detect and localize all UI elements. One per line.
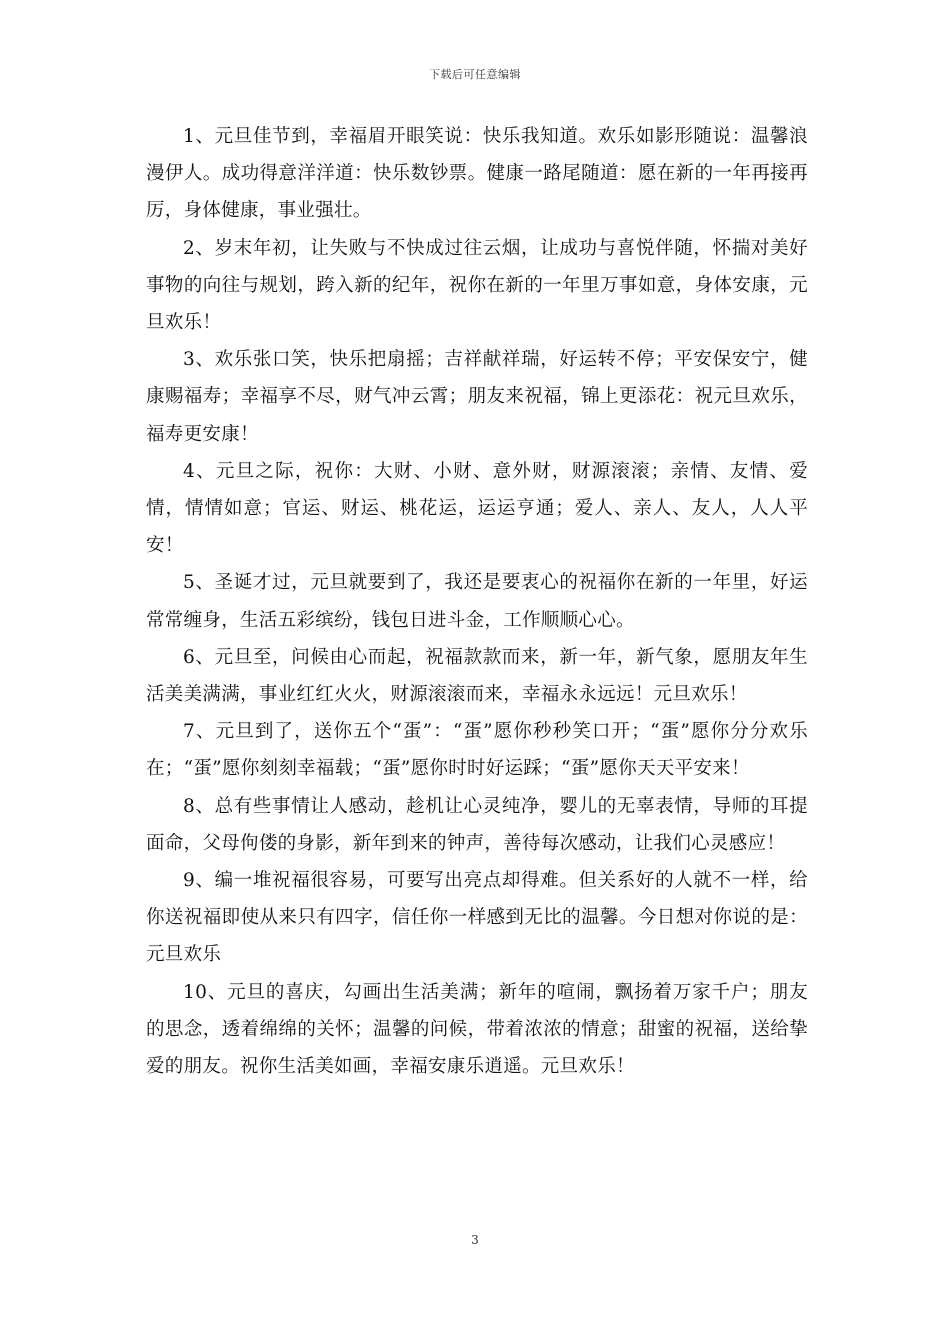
paragraph-2: 2、岁末年初，让失败与不快成过往云烟，让成功与喜悦伴随，怀揣对美好事物的向往与规划，跨入新的纪年，祝你在新的一年里万事如意，身体安康，元旦欢乐！ [146,237,808,334]
paragraph-6: 6、元旦至，问候由心而起，祝福款款而来，新一年，新气象，愿朋友年生活美美满满，事业红红火火，财源滚滚而来，幸福永永远远！元旦欢乐！ [146,646,808,706]
paragraph-1: 1、元旦佳节到，幸福眉开眼笑说：快乐我知道。欢乐如影形随说：温馨浪漫伊人。成功得意洋洋道：快乐数钞票。健康一路尾随道：愿在新的一年再接再厉，身体健康，事业强壮。 [146,126,808,222]
paragraph-9: 9、编一堆祝福很容易，可要写出亮点却得难。但关系好的人就不一样，给你送祝福即使从来只有四字，信任你一样感到无比的温馨。今日想对你说的是：元旦欢乐 [146,870,808,966]
paragraph-10: 10、元旦的喜庆，勾画出生活美满；新年的喧闹，飘扬着万家千户；朋友的思念，透着绵绵的关怀；温馨的问候，带着浓浓的情意；甜蜜的祝福，送给挚爱的朋友。祝你生活美如画，幸福安康乐逍遥。元旦欢乐！ [146,981,808,1078]
paragraph-5: 5、圣诞才过，元旦就要到了，我还是要衷心的祝福你在新的一年里，好运常常缠身，生活五彩缤纷，钱包日进斗金，工作顺顺心心。 [146,572,808,631]
paragraph-4: 4、元旦之际，祝你：大财、小财、意外财，财源滚滚；亲情、友情、爱情，情情如意；官运、财运、桃花运，运运亨通；爱人、亲人、友人，人人平安！ [146,460,808,557]
page-header-note: 下载后可任意编辑 [429,68,521,81]
paragraph-8: 8、总有些事情让人感动，趁机让心灵纯净，婴儿的无辜表情，导师的耳提面命，父母佝偻的身影，新年到来的钟声，善待每次感动，让我们心灵感应！ [146,795,808,854]
page-number: 3 [471,1233,479,1247]
document-body [146,118,808,1085]
paragraph-7: 7、元旦到了，送你五个“蛋”：“蛋”愿你秒秒笑口开；“蛋”愿你分分欢乐在；“蛋”愿你刻刻幸福载；“蛋”愿你时时好运踩；“蛋”愿你天天平安来！ [146,721,808,780]
paragraph-3: 3、欢乐张口笑，快乐把扇摇；吉祥献祥瑞，好运转不停；平安保安宁，健康赐福寿；幸福享不尽，财气冲云霄；朋友来祝福，锦上更添花：祝元旦欢乐，福寿更安康！ [146,349,808,445]
